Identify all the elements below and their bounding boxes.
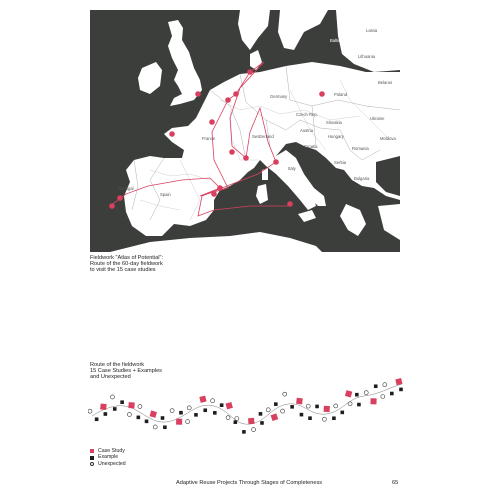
route-caption-line: Route of the fieldwork (90, 362, 145, 368)
case-study-marker (271, 413, 279, 421)
map-label: Croatia (304, 144, 318, 149)
map-label: Serbia (334, 160, 347, 165)
case-study-marker (100, 403, 107, 410)
map-label: Hungary (328, 134, 344, 139)
case-marker (287, 201, 293, 207)
case-marker (209, 119, 215, 125)
unexpected-marker (383, 383, 387, 387)
page-number: 65 (392, 480, 399, 486)
map-label: Czech Rep. (296, 112, 318, 117)
map-label: Ukraine (370, 116, 385, 121)
route-diagram (88, 376, 406, 440)
case-study-marker (324, 406, 330, 412)
map-caption-line: Route of the 60-day fieldwork (90, 261, 163, 268)
unexpected-marker (187, 406, 191, 410)
unexpected-marker (110, 395, 114, 399)
case-study-marker (150, 410, 157, 417)
case-marker (229, 149, 235, 155)
map-label: Spain (160, 192, 171, 197)
map-caption-line: Fieldwork "Atlas of Potential": (90, 255, 163, 261)
unexpected-marker (348, 402, 352, 406)
example-marker (120, 400, 124, 404)
legend-label: Case Study (98, 448, 125, 454)
unexpected-marker (266, 408, 270, 412)
case-marker (217, 185, 223, 191)
case-marker (273, 159, 279, 165)
route-caption-line: 15 Case Studies + Examples (90, 368, 162, 375)
map-label: Portugal (118, 186, 134, 191)
unexpected-marker (381, 394, 385, 398)
map-label: Germany (270, 94, 288, 99)
unexpected-marker (364, 391, 368, 395)
example-marker (308, 416, 312, 420)
example-marker (274, 402, 278, 406)
map-label: Latvia (366, 28, 378, 33)
map-label: Switzerland (252, 134, 274, 139)
case-study-marker (225, 402, 232, 409)
example-marker (290, 405, 294, 409)
example-marker (399, 388, 403, 392)
map-label: Slovakia (326, 120, 342, 125)
case-marker (117, 195, 123, 201)
example-marker (357, 403, 361, 407)
unexpected-marker (281, 409, 285, 413)
map-label: Baltic Sea (330, 38, 349, 43)
case-marker (247, 69, 253, 75)
example-swatch (90, 456, 94, 460)
case-study-marker (248, 418, 254, 424)
route-diagram-svg (88, 376, 406, 440)
example-marker (113, 407, 117, 411)
example-marker (213, 411, 217, 415)
case-marker (169, 131, 175, 137)
unexpected-marker (235, 416, 239, 420)
unexpected-marker (153, 425, 157, 429)
case-study-marker (345, 390, 352, 397)
unexpected-marker (88, 409, 92, 413)
unexpected-marker (322, 417, 326, 421)
example-marker (145, 420, 149, 424)
map-caption-line: to visit the 15 case studies (90, 267, 156, 274)
case-marker (109, 203, 115, 209)
example-marker (355, 393, 359, 397)
case-study-marker (176, 419, 182, 425)
map-label: Austria (300, 128, 314, 133)
unexpected-marker (252, 428, 256, 432)
example-marker (179, 411, 183, 415)
case-marker (195, 91, 201, 97)
route-markers (88, 378, 403, 434)
example-marker (234, 420, 238, 424)
legend-label: Unexpected (98, 460, 126, 467)
unexpected-marker (127, 413, 131, 417)
example-marker (220, 403, 224, 407)
example-marker (259, 412, 263, 416)
unexpected-marker (306, 404, 310, 408)
footer-title: Adaptive Reuse Projects Through Stages of Completeness (176, 480, 323, 486)
example-marker (163, 425, 167, 429)
unexpected-marker (283, 392, 287, 396)
case-study-marker (128, 402, 134, 408)
case-study-swatch (90, 449, 94, 453)
unexpected-marker (211, 399, 215, 403)
example-marker (104, 412, 108, 416)
europe-route-map (90, 10, 400, 252)
example-marker (332, 416, 336, 420)
unexpected-marker (186, 420, 190, 424)
map-svg (90, 10, 400, 252)
case-marker (319, 91, 325, 97)
example-marker (194, 413, 198, 417)
example-marker (242, 430, 246, 434)
example-marker (95, 417, 99, 421)
map-label: Italy (288, 166, 296, 171)
unexpected-marker (334, 404, 338, 408)
legend-label: Example (98, 454, 119, 461)
map-label: Belarus (378, 80, 393, 85)
map-caption (90, 255, 163, 274)
unexpected-marker (226, 416, 230, 420)
case-marker (211, 191, 217, 197)
example-marker (137, 416, 141, 420)
case-marker (233, 91, 239, 97)
unexpected-marker (138, 405, 142, 409)
map-label: Lithuania (358, 54, 375, 59)
example-marker (300, 413, 304, 417)
example-marker (260, 421, 264, 425)
unexpected-marker (170, 409, 174, 413)
case-marker (243, 155, 249, 161)
example-marker (390, 392, 394, 396)
map-label: Bulgaria (354, 176, 370, 181)
example-marker (340, 411, 344, 415)
map-label: Poland (334, 92, 348, 97)
route-caption-line: and Unexpected (90, 374, 131, 381)
map-label: Moldova (380, 136, 396, 141)
legend-unexpected (90, 461, 126, 467)
case-study-marker (370, 398, 376, 404)
route-legend (90, 448, 126, 467)
example-marker (374, 384, 378, 388)
case-study-marker (199, 396, 206, 403)
example-marker (315, 405, 319, 409)
map-label: France (202, 136, 216, 141)
case-study-marker (296, 398, 303, 405)
unexpected-swatch (90, 462, 94, 466)
example-marker (203, 408, 207, 412)
map-label: Romania (352, 146, 369, 151)
example-marker (161, 416, 165, 420)
case-marker (225, 97, 231, 103)
